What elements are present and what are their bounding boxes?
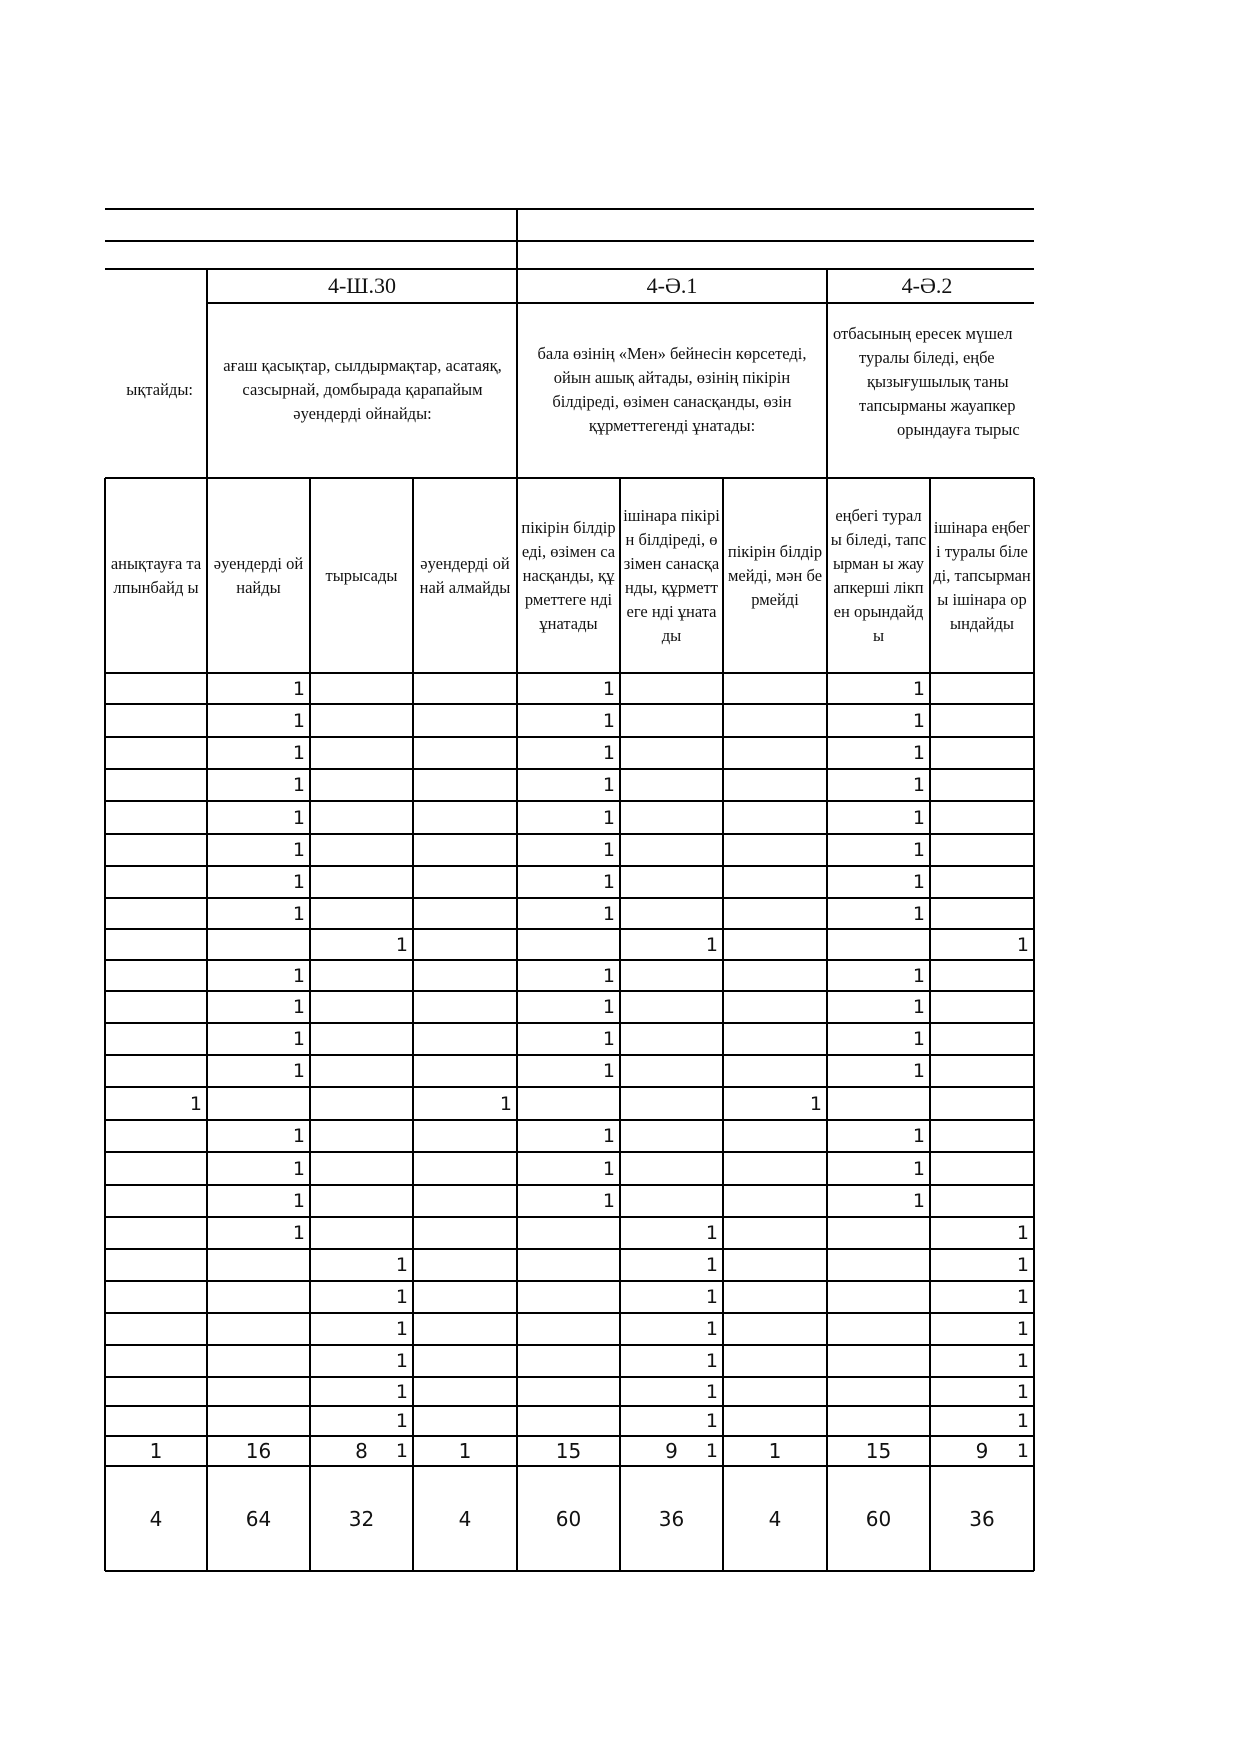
table-cell: 1 bbox=[602, 774, 615, 796]
table-cell bbox=[311, 770, 412, 800]
description-4-a2-line-4: тапсырманы жауапкер bbox=[859, 396, 1016, 415]
table-cell bbox=[414, 705, 516, 736]
table-cell bbox=[828, 930, 929, 959]
table-cell bbox=[106, 1186, 206, 1216]
table-cell: 1 bbox=[395, 1350, 408, 1372]
table-cell: 1 bbox=[912, 996, 925, 1018]
table-cell bbox=[414, 835, 516, 865]
subheader-col-4: әуендерді ойнай алмайды bbox=[419, 553, 511, 597]
table-cell: 1 bbox=[602, 1028, 615, 1050]
table-cell bbox=[518, 1218, 619, 1248]
table-cell bbox=[208, 1407, 309, 1435]
total-cell: 16 bbox=[245, 1439, 272, 1463]
table-cell bbox=[518, 1250, 619, 1280]
table-cell bbox=[724, 1282, 826, 1312]
table-cell: 1 bbox=[602, 996, 615, 1018]
table-cell bbox=[208, 1346, 309, 1376]
table-cell bbox=[621, 770, 722, 800]
table-cell: 1 bbox=[395, 1286, 408, 1308]
table-cell bbox=[724, 835, 826, 865]
table-cell bbox=[724, 1314, 826, 1344]
table-cell bbox=[311, 802, 412, 833]
table-cell bbox=[518, 1088, 619, 1119]
table-cell: 1 bbox=[1016, 1440, 1029, 1462]
table-cell: 1 bbox=[292, 964, 305, 987]
table-cell bbox=[621, 674, 722, 703]
table-cell bbox=[621, 1024, 722, 1054]
table-cell bbox=[414, 1314, 516, 1344]
table-cell bbox=[414, 802, 516, 833]
table-cell: 1 bbox=[292, 709, 305, 732]
table-cell bbox=[106, 1056, 206, 1086]
table-cell bbox=[621, 1121, 722, 1151]
table-cell: 1 bbox=[912, 902, 925, 925]
table-cell bbox=[106, 899, 206, 928]
table-cell: 1 bbox=[189, 1092, 202, 1115]
table-cell bbox=[414, 930, 516, 959]
table-cell bbox=[724, 705, 826, 736]
table-cell bbox=[724, 1250, 826, 1280]
table-cell: 1 bbox=[705, 933, 718, 956]
table-cell: 1 bbox=[912, 1028, 925, 1050]
total-cell: 9 bbox=[665, 1439, 678, 1463]
table-cell bbox=[621, 992, 722, 1022]
table-cell bbox=[828, 1314, 929, 1344]
table-cell: 1 bbox=[292, 1125, 305, 1147]
table-cell: 1 bbox=[912, 742, 925, 764]
table-cell bbox=[931, 835, 1033, 865]
header-vline bbox=[826, 268, 828, 478]
description-4-a2-line-1: отбасының ересек мүшел bbox=[833, 324, 1013, 343]
table-cell: 1 bbox=[1016, 1350, 1029, 1372]
table-cell: 1 bbox=[705, 1286, 718, 1308]
table-cell bbox=[621, 1153, 722, 1184]
table-cell bbox=[828, 1250, 929, 1280]
table-cell bbox=[106, 961, 206, 990]
table-cell bbox=[414, 867, 516, 897]
table-cell: 1 bbox=[705, 1318, 718, 1340]
table-cell bbox=[724, 961, 826, 990]
table-cell bbox=[931, 1024, 1033, 1054]
total-cell: 1 bbox=[149, 1439, 163, 1463]
table-cell: 1 bbox=[292, 774, 305, 796]
table-cell bbox=[931, 705, 1033, 736]
table-cell bbox=[106, 770, 206, 800]
percent-cell: 4 bbox=[458, 1506, 472, 1531]
table-cell bbox=[414, 1153, 516, 1184]
total-cell: 1 bbox=[458, 1439, 472, 1463]
table-cell bbox=[311, 1024, 412, 1054]
table-cell bbox=[414, 1186, 516, 1216]
table-cell bbox=[724, 802, 826, 833]
table-cell bbox=[931, 961, 1033, 990]
table-cell bbox=[106, 1121, 206, 1151]
table-cell: 1 bbox=[292, 1028, 305, 1050]
table-cell bbox=[208, 1378, 309, 1405]
table-cell: 1 bbox=[292, 1060, 305, 1082]
table-cell: 1 bbox=[292, 1157, 305, 1180]
table-cell bbox=[414, 961, 516, 990]
table-cell bbox=[621, 899, 722, 928]
description-4-a1: бала өзінің «Мен» бейнесін көрсетеді, ойын ашық айтады, өзінің пікірін білдіреді, өзімен санасқанды, өзін құрметтегенді ұнатады: bbox=[537, 344, 807, 435]
table-cell: 1 bbox=[602, 1125, 615, 1147]
subheader-col-9: ішінара еңбегі туралы біледі, тапсырман ы ішінара орындайды bbox=[933, 517, 1031, 633]
table-cell bbox=[724, 770, 826, 800]
table-cell bbox=[931, 1186, 1033, 1216]
table-cell bbox=[311, 867, 412, 897]
table-cell bbox=[208, 1088, 309, 1119]
table-cell bbox=[106, 835, 206, 865]
table-cell bbox=[311, 899, 412, 928]
table-cell: 1 bbox=[912, 871, 925, 893]
table-cell bbox=[414, 1407, 516, 1435]
table-cell: 1 bbox=[602, 1157, 615, 1180]
table-cell: 1 bbox=[1016, 1286, 1029, 1308]
table-cell bbox=[931, 992, 1033, 1022]
table-cell: 1 bbox=[602, 709, 615, 732]
table-cell bbox=[724, 930, 826, 959]
table-cell bbox=[518, 1407, 619, 1435]
table-cell: 1 bbox=[292, 871, 305, 893]
description-clipped-left: ықтайды: bbox=[126, 380, 193, 399]
table-cell: 1 bbox=[1016, 1380, 1029, 1403]
table-cell bbox=[931, 1088, 1033, 1119]
table-cell bbox=[106, 1218, 206, 1248]
table-cell bbox=[518, 1314, 619, 1344]
table-cell bbox=[931, 1056, 1033, 1086]
header-rule-2 bbox=[105, 240, 1034, 242]
description-4-a2 bbox=[829, 322, 1035, 462]
table-cell: 1 bbox=[1016, 1254, 1029, 1276]
table-cell bbox=[106, 705, 206, 736]
table-cell: 1 bbox=[1016, 933, 1029, 956]
table-cell bbox=[518, 1346, 619, 1376]
table-cell bbox=[414, 770, 516, 800]
table-cell bbox=[311, 1056, 412, 1086]
table-cell: 1 bbox=[602, 902, 615, 925]
table-cell bbox=[828, 1282, 929, 1312]
table-cell bbox=[621, 961, 722, 990]
description-4-a2-line-5: орындауға тырыс bbox=[897, 420, 1020, 439]
table-cell bbox=[931, 674, 1033, 703]
table-cell: 1 bbox=[602, 806, 615, 829]
subheader-col-1: анықтауға талпынбайд ы bbox=[110, 553, 202, 597]
table-cell bbox=[106, 1153, 206, 1184]
table-cell: 1 bbox=[705, 1440, 718, 1462]
table-cell: 1 bbox=[292, 806, 305, 829]
percent-cell: 60 bbox=[555, 1506, 582, 1531]
percent-cell: 60 bbox=[865, 1506, 892, 1531]
table-cell: 1 bbox=[912, 1060, 925, 1082]
table-cell bbox=[724, 674, 826, 703]
subheader-col-2: әуендерді ойнайды bbox=[213, 553, 304, 597]
code-4-sh30: 4-Ш.30 bbox=[327, 273, 397, 298]
total-cell: 1 bbox=[768, 1439, 782, 1463]
table-cell bbox=[311, 961, 412, 990]
table-cell bbox=[724, 1056, 826, 1086]
table-cell bbox=[828, 1218, 929, 1248]
table-cell bbox=[106, 802, 206, 833]
table-cell: 1 bbox=[395, 1440, 408, 1462]
table-cell bbox=[414, 1024, 516, 1054]
table-cell: 1 bbox=[705, 1222, 718, 1244]
table-cell: 1 bbox=[602, 964, 615, 987]
subheader-col-7: пікірін білдірмейді, мән бермейді bbox=[727, 541, 823, 609]
description-4-sh30: ағаш қасықтар, сылдырмақтар, асатаяқ, сазсырнай, домбырада қарапайым әуендерді ойнайды: bbox=[223, 356, 502, 423]
table-cell bbox=[724, 867, 826, 897]
table-cell: 1 bbox=[705, 1380, 718, 1403]
table-cell bbox=[621, 1088, 722, 1119]
table-cell bbox=[106, 674, 206, 703]
table-cell bbox=[106, 1282, 206, 1312]
table-cell bbox=[931, 770, 1033, 800]
header-vline bbox=[206, 268, 208, 478]
table-cell bbox=[414, 674, 516, 703]
table-cell bbox=[828, 1346, 929, 1376]
subheader-col-5: пікірін білдіреді, өзімен санасқанды, құрметтеге нді ұнатады bbox=[521, 517, 616, 633]
table-cell bbox=[828, 1407, 929, 1435]
table-cell bbox=[311, 1088, 412, 1119]
table-cell: 1 bbox=[912, 1157, 925, 1180]
table-cell: 1 bbox=[912, 774, 925, 796]
table-cell: 1 bbox=[292, 742, 305, 764]
table-cell bbox=[106, 1378, 206, 1405]
table-cell bbox=[724, 1346, 826, 1376]
table-cell bbox=[414, 1378, 516, 1405]
table-cell bbox=[724, 1153, 826, 1184]
table-cell bbox=[724, 1407, 826, 1435]
table-cell bbox=[311, 1121, 412, 1151]
table-cell: 1 bbox=[705, 1350, 718, 1372]
table-cell bbox=[106, 1407, 206, 1435]
percent-cell: 36 bbox=[658, 1506, 685, 1531]
table-cell bbox=[621, 802, 722, 833]
table-cell: 1 bbox=[395, 933, 408, 956]
header-vline bbox=[516, 208, 518, 478]
table-cell: 1 bbox=[395, 1380, 408, 1403]
table-cell bbox=[106, 992, 206, 1022]
table-cell bbox=[414, 1250, 516, 1280]
table-cell bbox=[311, 835, 412, 865]
table-cell bbox=[208, 1250, 309, 1280]
table-cell bbox=[311, 738, 412, 768]
table-cell bbox=[106, 738, 206, 768]
table-cell bbox=[414, 1282, 516, 1312]
table-cell: 1 bbox=[292, 1190, 305, 1212]
table-cell bbox=[518, 1378, 619, 1405]
table-cell bbox=[208, 1282, 309, 1312]
table-cell bbox=[621, 867, 722, 897]
percent-cell: 32 bbox=[348, 1506, 375, 1531]
table-cell bbox=[931, 738, 1033, 768]
table-cell: 1 bbox=[602, 839, 615, 861]
table-cell bbox=[414, 1121, 516, 1151]
table-cell bbox=[106, 930, 206, 959]
percent-cell: 64 bbox=[245, 1506, 272, 1531]
table-cell bbox=[931, 1121, 1033, 1151]
table-cell: 1 bbox=[499, 1092, 512, 1115]
table-cell bbox=[311, 992, 412, 1022]
table-cell bbox=[621, 738, 722, 768]
table-cell bbox=[724, 1121, 826, 1151]
total-cell: 9 bbox=[975, 1439, 989, 1463]
table-cell bbox=[931, 802, 1033, 833]
header-rule-3 bbox=[105, 268, 1034, 270]
code-4-a2: 4-Ә.2 bbox=[901, 273, 953, 298]
table-cell: 1 bbox=[912, 709, 925, 732]
table-cell: 1 bbox=[912, 964, 925, 987]
table-cell: 1 bbox=[602, 1190, 615, 1212]
table-cell bbox=[518, 930, 619, 959]
table-cell bbox=[724, 1024, 826, 1054]
table-cell: 1 bbox=[395, 1318, 408, 1340]
table-cell bbox=[518, 1282, 619, 1312]
table-cell: 1 bbox=[602, 1060, 615, 1082]
table-cell bbox=[106, 1250, 206, 1280]
table-cell: 1 bbox=[395, 1254, 408, 1276]
table-cell bbox=[724, 1186, 826, 1216]
table-cell bbox=[828, 1088, 929, 1119]
table-cell: 1 bbox=[912, 677, 925, 700]
percent-cell: 4 bbox=[768, 1506, 782, 1531]
subheader-col-6: ішінара пікірін білдіреді, өзімен санасқанды, құрметтеге нді ұнатады bbox=[623, 505, 720, 645]
table-cell: 1 bbox=[912, 806, 925, 829]
table-cell bbox=[106, 1314, 206, 1344]
table-cell bbox=[931, 899, 1033, 928]
table-cell bbox=[106, 1346, 206, 1376]
row-line-bottom bbox=[105, 1570, 1034, 1572]
table-cell: 1 bbox=[602, 871, 615, 893]
table-cell bbox=[724, 992, 826, 1022]
table-cell bbox=[106, 1024, 206, 1054]
table-cell: 1 bbox=[1016, 1410, 1029, 1432]
table-cell bbox=[208, 1314, 309, 1344]
total-cell: 15 bbox=[865, 1439, 892, 1463]
table-cell: 1 bbox=[292, 839, 305, 861]
column-line-9 bbox=[1033, 478, 1035, 1571]
table-cell bbox=[414, 1346, 516, 1376]
code-4-a1: 4-Ә.1 bbox=[646, 273, 698, 298]
table-cell: 1 bbox=[1016, 1318, 1029, 1340]
table-cell: 1 bbox=[602, 742, 615, 764]
table-cell: 1 bbox=[395, 1410, 408, 1432]
subheader-col-3: тырысады bbox=[325, 565, 398, 585]
table-cell bbox=[621, 1186, 722, 1216]
table-cell bbox=[724, 1218, 826, 1248]
table-cell: 1 bbox=[292, 1222, 305, 1244]
table-cell: 1 bbox=[912, 1190, 925, 1212]
table-cell bbox=[414, 1056, 516, 1086]
description-4-a2-line-3: қызығушылық таны bbox=[867, 372, 1009, 391]
total-cell: 15 bbox=[555, 1439, 582, 1463]
table-cell: 1 bbox=[912, 839, 925, 861]
table-cell: 1 bbox=[292, 996, 305, 1018]
table-cell: 1 bbox=[912, 1125, 925, 1147]
table-cell bbox=[311, 705, 412, 736]
percent-cell: 4 bbox=[149, 1506, 163, 1531]
header-rule-4 bbox=[207, 302, 1034, 304]
table-cell bbox=[724, 899, 826, 928]
table-cell bbox=[311, 1153, 412, 1184]
table-cell bbox=[208, 930, 309, 959]
percent-cell: 36 bbox=[969, 1506, 995, 1531]
table-cell bbox=[621, 1056, 722, 1086]
table-cell: 1 bbox=[705, 1254, 718, 1276]
table-cell: 1 bbox=[1016, 1222, 1029, 1244]
table-cell: 1 bbox=[602, 677, 615, 700]
table-cell bbox=[724, 1378, 826, 1405]
table-cell bbox=[931, 867, 1033, 897]
table-cell bbox=[414, 899, 516, 928]
table-cell bbox=[621, 835, 722, 865]
table-cell: 1 bbox=[809, 1092, 822, 1115]
table-cell bbox=[724, 738, 826, 768]
table-cell: 1 bbox=[292, 677, 305, 700]
table-cell: 1 bbox=[705, 1410, 718, 1432]
total-cell: 8 bbox=[355, 1439, 368, 1463]
table-cell bbox=[311, 1218, 412, 1248]
table-cell bbox=[621, 705, 722, 736]
table-cell bbox=[414, 738, 516, 768]
table-cell bbox=[414, 1218, 516, 1248]
subheader-col-8: еңбегі туралы біледі, тапсырман ы жауапкерші лікпен орындайды bbox=[830, 505, 927, 645]
header-rule-1 bbox=[105, 208, 1034, 210]
table-cell bbox=[414, 992, 516, 1022]
table-cell bbox=[931, 1153, 1033, 1184]
table-cell bbox=[828, 1378, 929, 1405]
description-4-a2-line-2: туралы біледі, еңбе bbox=[859, 348, 995, 367]
table-cell bbox=[311, 674, 412, 703]
table-cell: 1 bbox=[292, 902, 305, 925]
table-cell bbox=[311, 1186, 412, 1216]
table-cell bbox=[106, 867, 206, 897]
